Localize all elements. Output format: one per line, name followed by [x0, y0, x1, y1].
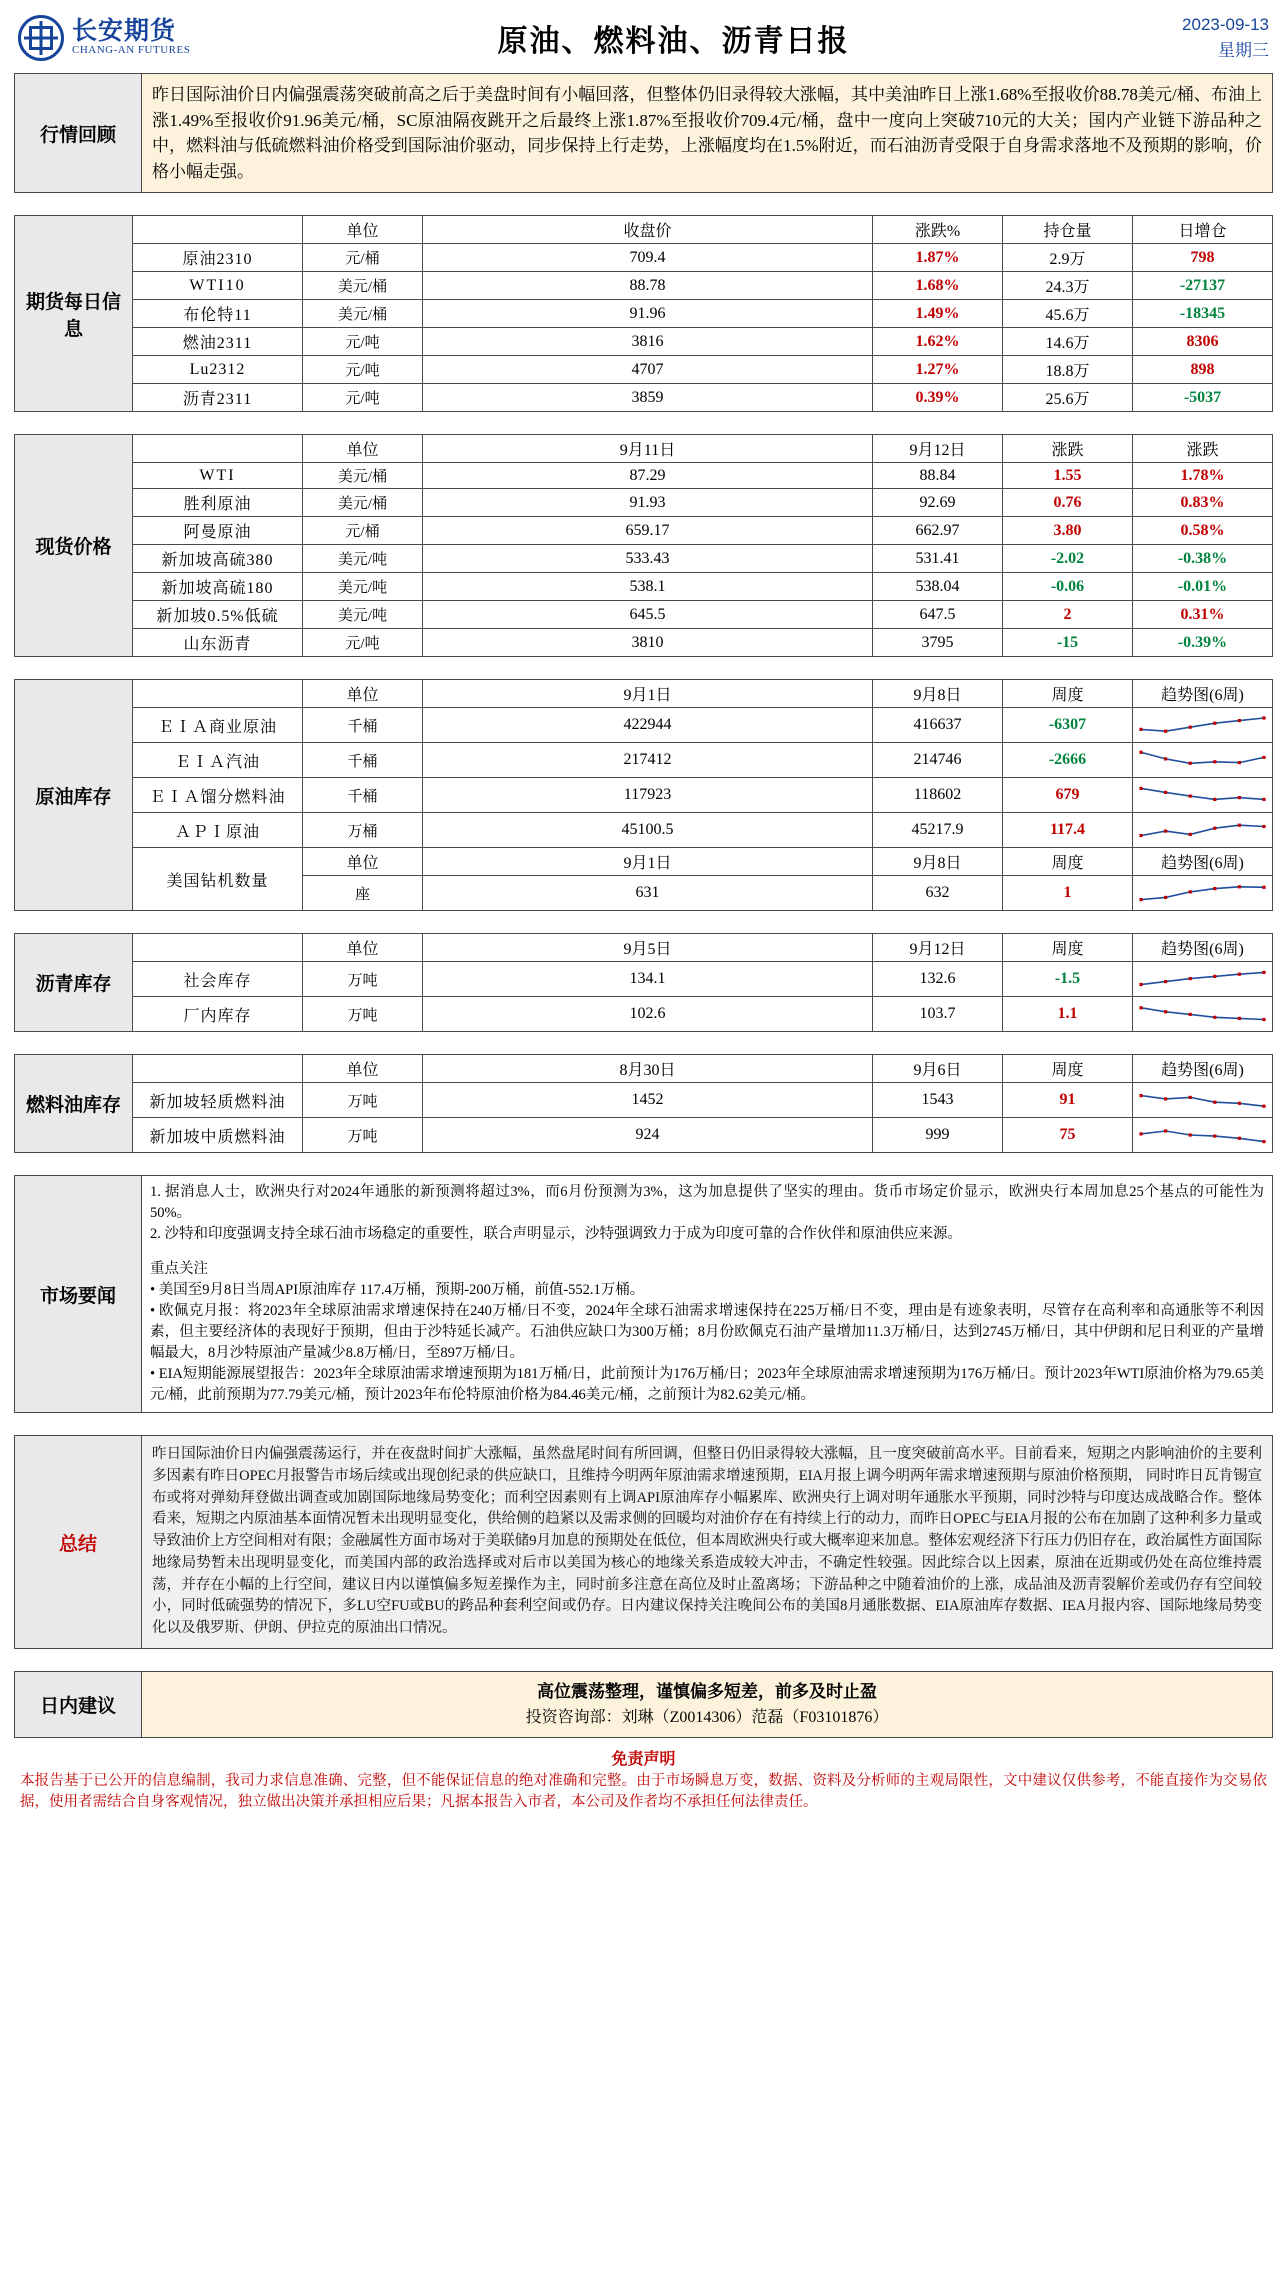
- col-blank: [133, 1055, 303, 1083]
- cell-unit: 万吨: [303, 997, 423, 1032]
- cell-unit: 元/桶: [303, 517, 423, 545]
- table-row: [15, 1176, 1273, 1413]
- cell-open-interest: 45.6万: [1003, 300, 1133, 328]
- advice-line-2: 投资咨询部：刘琳（Z0014306）范磊（F03101876）: [525, 1709, 889, 1727]
- trend-sparkline: [1133, 962, 1273, 997]
- news-bullet-2: • 欧佩克月报：将2023年全球原油需求增速保持在240万桶/日不变，2024年全球石油需求增速保持在225万桶/日不变，理由是有迹象表明，尽管存在高利率和高通胀等不利因素，但主要经济体的表现好于预期，但由于沙特延长减产。石油供应缺口为300万桶；8月份欧佩克石油产量增加11.3万桶/日，达到2745万桶/日，其中伊朗和尼日利亚的产量增幅最大，8月沙特原油产量减少8.8万桶/日，至897万桶/日。: [150, 1303, 1264, 1362]
- cell-weekly: 117.4: [1003, 813, 1133, 848]
- news-paragraph-1: 1. 据消息人士，欧洲央行对2024年通胀的新预测将超过3%，而6月份预测为3%，这为加息提供了坚实的理由。货币市场定价显示，欧洲央行本周加息25个基点的可能性为50%。: [150, 1184, 1264, 1222]
- cell-change-pct: 1.62%: [873, 328, 1003, 356]
- section-label-spot: 现货价格: [15, 435, 133, 657]
- cell-date1: 91.93: [423, 489, 873, 517]
- page-title: 原油、燃料油、沥青日报: [497, 24, 850, 58]
- spot-price-table: [14, 434, 1273, 657]
- cell-change: 2: [1003, 601, 1133, 629]
- cell-date1: 631: [423, 876, 873, 911]
- section-label-summary: 总结: [15, 1436, 142, 1649]
- col-unit: 单位: [303, 1055, 423, 1083]
- table-row: [15, 463, 1273, 489]
- trend-sparkline: [1133, 876, 1273, 911]
- futures-daily-table: [14, 215, 1273, 412]
- cell-open-interest: 24.3万: [1003, 272, 1133, 300]
- cell-date1: 659.17: [423, 517, 873, 545]
- row-name: ＥＩＡ商业原油: [133, 708, 303, 743]
- cell-close: 3816: [423, 328, 873, 356]
- cell-date1: 87.29: [423, 463, 873, 489]
- table-row: [15, 573, 1273, 601]
- table-row: [15, 517, 1273, 545]
- cell-date1: 217412: [423, 743, 873, 778]
- cell-date1: 533.43: [423, 545, 873, 573]
- cell-unit: 万吨: [303, 1118, 423, 1153]
- row-name: 阿曼原油: [133, 517, 303, 545]
- col-blank: [133, 680, 303, 708]
- disclaimer-text: 本报告基于已公开的信息编制，我司力求信息准确、完整，但不能保证信息的绝对准确和完整。由于市场瞬息万变，数据、资料及分析师的主观局限性，文中建议仅供参考，不能直接作为交易依据，使用者需结合自身客观情况，独立做出决策并承担相应后果；凡据本报告入市者，本公司及作者均不承担任何法律责任。: [20, 1772, 1267, 1811]
- cell-close: 91.96: [423, 300, 873, 328]
- table-header-row: [15, 934, 1273, 962]
- cell-date2: 45217.9: [873, 813, 1003, 848]
- cell-unit: 千桶: [303, 743, 423, 778]
- trend-sparkline: [1133, 1083, 1273, 1118]
- table-row: [15, 708, 1273, 743]
- cell-daily-oi-change: -27137: [1133, 272, 1273, 300]
- cell-change-pct: 0.31%: [1133, 601, 1273, 629]
- intraday-advice-body: [142, 1671, 1273, 1737]
- cell-unit: 万吨: [303, 1083, 423, 1118]
- cell-unit: 美元/桶: [303, 272, 423, 300]
- cell-unit: 座: [303, 876, 423, 911]
- disclaimer-title: 免责声明: [611, 1750, 676, 1768]
- col-weekly: 周度: [1003, 934, 1133, 962]
- cell-weekly: 1: [1003, 876, 1133, 911]
- cell-date1: 102.6: [423, 997, 873, 1032]
- cell-unit: 万桶: [303, 813, 423, 848]
- cell-date2: 538.04: [873, 573, 1003, 601]
- col-date1: 8月30日: [423, 1055, 873, 1083]
- cell-unit: 元/吨: [303, 384, 423, 412]
- table-header-row: [15, 216, 1273, 244]
- cell-weekly: -6307: [1003, 708, 1133, 743]
- col-trend: 趋势图(6周): [1133, 1055, 1273, 1083]
- cell-change-pct: 0.58%: [1133, 517, 1273, 545]
- cell-open-interest: 25.6万: [1003, 384, 1133, 412]
- cell-date1: 645.5: [423, 601, 873, 629]
- cell-open-interest: 18.8万: [1003, 356, 1133, 384]
- col-date2: 9月6日: [873, 1055, 1003, 1083]
- row-name: 燃油2311: [133, 328, 303, 356]
- row-name: WTI: [133, 463, 303, 489]
- row-name: 新加坡高硫180: [133, 573, 303, 601]
- row-name: WTI10: [133, 272, 303, 300]
- cell-weekly: -2666: [1003, 743, 1133, 778]
- brand-block: [18, 15, 278, 61]
- cell-daily-oi-change: -5037: [1133, 384, 1273, 412]
- cell-daily-oi-change: 8306: [1133, 328, 1273, 356]
- table-row: [15, 629, 1273, 657]
- cell-change-pct: -0.39%: [1133, 629, 1273, 657]
- asphalt-inventory-table: [14, 933, 1273, 1032]
- row-name: 胜利原油: [133, 489, 303, 517]
- cell-change-pct: 1.68%: [873, 272, 1003, 300]
- cell-date2: 647.5: [873, 601, 1003, 629]
- row-name: 新加坡0.5%低硫: [133, 601, 303, 629]
- cell-change-pct: 1.78%: [1133, 463, 1273, 489]
- col-unit: 单位: [303, 934, 423, 962]
- cell-date1: 117923: [423, 778, 873, 813]
- cell-close: 709.4: [423, 244, 873, 272]
- col-unit: 单位: [303, 435, 423, 463]
- row-name: 原油2310: [133, 244, 303, 272]
- cell-close: 3859: [423, 384, 873, 412]
- cell-date2: 416637: [873, 708, 1003, 743]
- row-name: 新加坡高硫380: [133, 545, 303, 573]
- cell-change: -0.06: [1003, 573, 1133, 601]
- row-name: 厂内库存: [133, 997, 303, 1032]
- report-header: [14, 10, 1273, 71]
- cell-date2: 92.69: [873, 489, 1003, 517]
- company-name-en: CHANG-AN FUTURES: [72, 43, 191, 56]
- section-label-crude-stock: 原油库存: [15, 680, 133, 911]
- table-row: [15, 272, 1273, 300]
- table-row: [15, 300, 1273, 328]
- report-date: 2023-09-13: [1182, 15, 1269, 34]
- cell-weekly: 679: [1003, 778, 1133, 813]
- cell-change: 3.80: [1003, 517, 1133, 545]
- crude-inventory-table: [14, 679, 1273, 911]
- cell-daily-oi-change: 898: [1133, 356, 1273, 384]
- cell-unit: 美元/吨: [303, 601, 423, 629]
- company-logo-icon: [18, 15, 64, 61]
- col-trend: 趋势图(6周): [1133, 848, 1273, 876]
- cell-change-pct: 1.27%: [873, 356, 1003, 384]
- section-label-advice: 日内建议: [15, 1671, 142, 1737]
- cell-date2: 662.97: [873, 517, 1003, 545]
- col-daily-oi-change: 日增仓: [1133, 216, 1273, 244]
- section-label-news: 市场要闻: [15, 1176, 142, 1413]
- col-change-pct: 涨跌: [1133, 435, 1273, 463]
- col-date1: 9月11日: [423, 435, 873, 463]
- col-date2: 9月8日: [873, 848, 1003, 876]
- section-label-futures: 期货每日信息: [15, 216, 133, 412]
- market-news-table: [14, 1175, 1273, 1413]
- table-row: [15, 1436, 1273, 1649]
- news-bullet-3: • EIA短期能源展望报告：2023年全球原油需求增速预期为181万桶/日，此前预计为176万桶/日；2023年全球原油需求增速预期为176万桶/日。预计2023年WTI原油价格为79.65美元/桶，此前预期为77.79美元/桶，预计2023年布伦特原油价格为84.46美元/桶，之前预计为82.62美元/桶。: [150, 1366, 1264, 1404]
- cell-change-pct: 0.39%: [873, 384, 1003, 412]
- row-name: 沥青2311: [133, 384, 303, 412]
- intraday-advice-table: [14, 1671, 1273, 1738]
- col-weekly: 周度: [1003, 848, 1133, 876]
- cell-change-pct: -0.01%: [1133, 573, 1273, 601]
- market-review-table: [14, 73, 1273, 193]
- trend-sparkline: [1133, 813, 1273, 848]
- summary-text: 昨日国际油价日内偏强震荡运行，并在夜盘时间扩大涨幅，虽然盘尾时间有所回调，但整日仍旧录得较大涨幅，且一度突破前高水平。目前看来，短期之内影响油价的主要利多因素有昨日OPEC月报警告市场后续或出现创纪录的供应缺口，且维持今明两年原油需求增速预期，EIA月报上调今明两年需求增速预期与原油价格预期， 同时昨日瓦肯锡宣布或将对弹劾拜登做出调查或加剧国际地缘局势变化；而利空因素则有上调API原油库存小幅累库、欧洲央行上调对明年通胀水平预期，同时沙特与印度达成战略合作。整体看来，短期之内原油基本面情况暂未出现明显变化，供给侧的趋紧以及需求侧的回暖均对油价存在有持续上行的动力，而昨日OPEC与EIA月报的公布在加剧了这种利多力量或导致油价上方空间相对有限；金融属性方面市场对于美联储9月加息的预期处在低位，但本周欧洲央行或大概率迎来加息。整体宏观经济下行压力仍旧存在，政治属性方面国际地缘局势暂未出现明显变化，而美国内部的政治选择或对后市以美国为核心的地缘关系造成较大冲击，不确定性较强。因此综合以上因素，原油在近期或仍处在高位维持震荡，并存在小幅的上行空间，建议日内以谨慎偏多短差操作为主，同时前多注意在高位及时止盈离场；下游品种之中随着油价的上涨，成品油及沥青裂解价差或仍存有空间较小，同时低硫强势的情况下，多LU空FU或BU的跨品种套利空间或仍存。日内建议保持关注晚间公布的美国8月通胀数据、EIA原油库存数据、IEA月报内容、国际地缘局势变化以及俄罗斯、伊朗、伊拉克的原油出口情况。: [142, 1436, 1273, 1649]
- table-row: [15, 74, 1273, 193]
- cell-date1: 538.1: [423, 573, 873, 601]
- table-header-row: [15, 848, 1273, 876]
- trend-sparkline: [1133, 997, 1273, 1032]
- cell-unit: 元/吨: [303, 328, 423, 356]
- news-paragraph-2: 2. 沙特和印度强调支持全球石油市场稳定的重要性，联合声明显示，沙特强调致力于成为印度可靠的合作伙伴和原油供应来源。: [150, 1226, 962, 1243]
- section-label-asphalt-stock: 沥青库存: [15, 934, 133, 1032]
- cell-close: 88.78: [423, 272, 873, 300]
- table-row: [15, 962, 1273, 997]
- col-weekly: 周度: [1003, 1055, 1133, 1083]
- table-row: [15, 244, 1273, 272]
- news-bullet-1: • 美国至9月8日当周API原油库存 117.4万桶，预期-200万桶，前值-552.1万桶。: [150, 1282, 645, 1299]
- cell-change: 1.55: [1003, 463, 1133, 489]
- cell-date1: 924: [423, 1118, 873, 1153]
- news-focus-title: 重点关注: [150, 1261, 208, 1278]
- col-blank: [133, 435, 303, 463]
- table-header-row: [15, 680, 1273, 708]
- col-date2: 9月12日: [873, 934, 1003, 962]
- trend-sparkline: [1133, 743, 1273, 778]
- cell-daily-oi-change: 798: [1133, 244, 1273, 272]
- col-date1: 9月1日: [423, 680, 873, 708]
- cell-date2: 118602: [873, 778, 1003, 813]
- row-name: Lu2312: [133, 356, 303, 384]
- section-label-review: 行情回顾: [15, 74, 142, 193]
- col-date1: 9月1日: [423, 848, 873, 876]
- table-row: [15, 545, 1273, 573]
- col-date2: 9月8日: [873, 680, 1003, 708]
- cell-unit: 美元/吨: [303, 573, 423, 601]
- market-news-body: [142, 1176, 1273, 1413]
- col-weekly: 周度: [1003, 680, 1133, 708]
- row-name: ＥＩＡ汽油: [133, 743, 303, 778]
- cell-date2: 632: [873, 876, 1003, 911]
- cell-date2: 1543: [873, 1083, 1003, 1118]
- table-row: [15, 489, 1273, 517]
- col-unit: 单位: [303, 848, 423, 876]
- market-review-text: 昨日国际油价日内偏强震荡突破前高之后于美盘时间有小幅回落，但整体仍旧录得较大涨幅，其中美油昨日上涨1.68%至报收价88.78美元/桶、布油上涨1.49%至报收价91.96美元/桶，SC原油隔夜跳开之后最终上涨1.87%至报收价709.4元/桶，盘中一度向上突破710元的大关；国内产业链下游品种之中，燃料油与低硫燃料油价格受到国际油价驱动，同步保持上行走势，上涨幅度均在1.5%附近，而石油沥青受限于自身需求落地不及预期的影响，价格小幅走强。: [142, 74, 1273, 193]
- fuel-oil-inventory-table: [14, 1054, 1273, 1153]
- cell-date2: 214746: [873, 743, 1003, 778]
- cell-date2: 999: [873, 1118, 1003, 1153]
- report-date-block: [1069, 12, 1269, 63]
- cell-change: 0.76: [1003, 489, 1133, 517]
- cell-date2: 103.7: [873, 997, 1003, 1032]
- cell-unit: 千桶: [303, 778, 423, 813]
- cell-unit: 美元/桶: [303, 489, 423, 517]
- cell-change: -2.02: [1003, 545, 1133, 573]
- advice-line-1: 高位震荡整理，谨慎偏多短差，前多及时止盈: [537, 1681, 877, 1701]
- summary-table: [14, 1435, 1273, 1649]
- cell-change-pct: 1.49%: [873, 300, 1003, 328]
- table-header-row: [15, 435, 1273, 463]
- trend-sparkline: [1133, 778, 1273, 813]
- cell-change-pct: 1.87%: [873, 244, 1003, 272]
- table-row: [15, 997, 1273, 1032]
- trend-sparkline: [1133, 708, 1273, 743]
- table-row: [15, 601, 1273, 629]
- cell-change: -15: [1003, 629, 1133, 657]
- row-name: 山东沥青: [133, 629, 303, 657]
- trend-sparkline: [1133, 1118, 1273, 1153]
- row-name: 布伦特11: [133, 300, 303, 328]
- cell-date2: 531.41: [873, 545, 1003, 573]
- cell-unit: 美元/吨: [303, 545, 423, 573]
- row-name: ＡＰＩ原油: [133, 813, 303, 848]
- company-name-cn: 长安期货: [72, 17, 177, 45]
- row-name: ＥＩＡ馏分燃料油: [133, 778, 303, 813]
- cell-unit: 美元/桶: [303, 300, 423, 328]
- row-name: 新加坡轻质燃料油: [133, 1083, 303, 1118]
- table-row: [15, 1118, 1273, 1153]
- table-row: [15, 384, 1273, 412]
- col-change-pct: 涨跌%: [873, 216, 1003, 244]
- col-close: 收盘价: [423, 216, 873, 244]
- cell-date2: 88.84: [873, 463, 1003, 489]
- cell-date1: 422944: [423, 708, 873, 743]
- section-label-fuel-stock: 燃料油库存: [15, 1055, 133, 1153]
- row-name: 社会库存: [133, 962, 303, 997]
- cell-open-interest: 14.6万: [1003, 328, 1133, 356]
- cell-date1: 45100.5: [423, 813, 873, 848]
- col-change: 涨跌: [1003, 435, 1133, 463]
- col-blank: [133, 216, 303, 244]
- table-row: [15, 1083, 1273, 1118]
- table-row: [15, 813, 1273, 848]
- col-unit: 单位: [303, 216, 423, 244]
- col-date2: 9月12日: [873, 435, 1003, 463]
- cell-date1: 3810: [423, 629, 873, 657]
- row-name: 新加坡中质燃料油: [133, 1118, 303, 1153]
- cell-weekly: 75: [1003, 1118, 1133, 1153]
- cell-date1: 1452: [423, 1083, 873, 1118]
- cell-weekly: 91: [1003, 1083, 1133, 1118]
- cell-close: 4707: [423, 356, 873, 384]
- cell-date2: 3795: [873, 629, 1003, 657]
- table-row: [15, 743, 1273, 778]
- table-row: [15, 356, 1273, 384]
- cell-unit: 美元/桶: [303, 463, 423, 489]
- cell-open-interest: 2.9万: [1003, 244, 1133, 272]
- cell-date1: 134.1: [423, 962, 873, 997]
- cell-weekly: 1.1: [1003, 997, 1133, 1032]
- row-name-rig: 美国钻机数量: [133, 848, 303, 911]
- cell-weekly: -1.5: [1003, 962, 1133, 997]
- cell-change-pct: 0.83%: [1133, 489, 1273, 517]
- cell-unit: 万吨: [303, 962, 423, 997]
- table-row: [15, 778, 1273, 813]
- col-open-interest: 持仓量: [1003, 216, 1133, 244]
- cell-daily-oi-change: -18345: [1133, 300, 1273, 328]
- table-row: [15, 1671, 1273, 1737]
- cell-unit: 元/吨: [303, 356, 423, 384]
- col-blank: [133, 934, 303, 962]
- cell-date2: 132.6: [873, 962, 1003, 997]
- col-trend: 趋势图(6周): [1133, 680, 1273, 708]
- col-unit: 单位: [303, 680, 423, 708]
- table-header-row: [15, 1055, 1273, 1083]
- col-date1: 9月5日: [423, 934, 873, 962]
- table-row: [15, 328, 1273, 356]
- report-weekday: 星期三: [1218, 40, 1269, 60]
- cell-unit: 元/吨: [303, 629, 423, 657]
- cell-unit: 千桶: [303, 708, 423, 743]
- cell-change-pct: -0.38%: [1133, 545, 1273, 573]
- col-trend: 趋势图(6周): [1133, 934, 1273, 962]
- cell-unit: 元/桶: [303, 244, 423, 272]
